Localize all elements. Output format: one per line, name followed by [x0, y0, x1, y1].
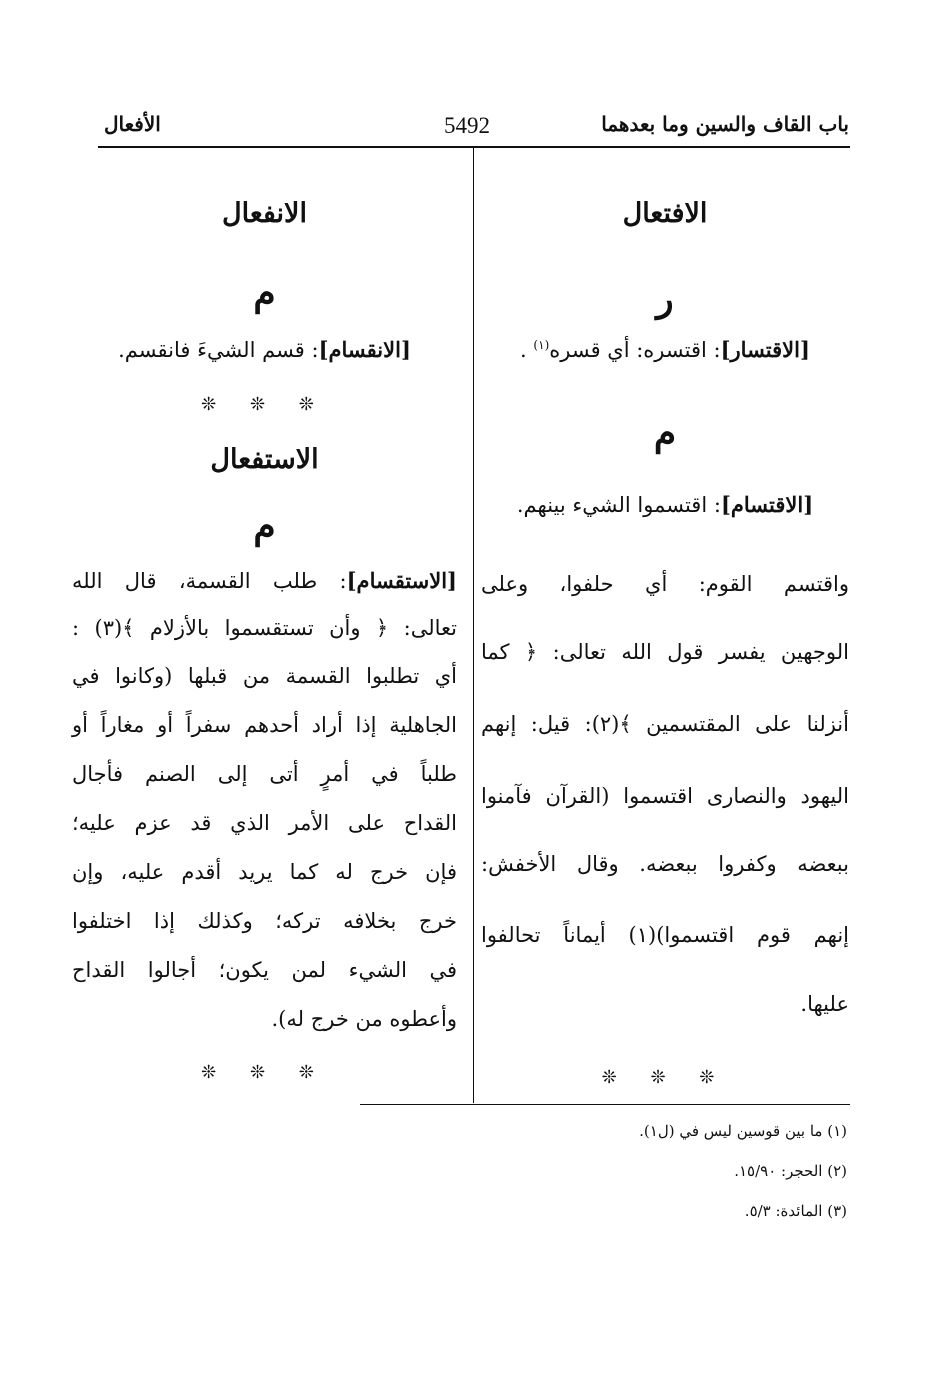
running-header-section: الأفعال: [104, 112, 161, 136]
paragraph-line: تعالى: ﴿ وأن تستقسموا بالأزلام ﴾(٣) :: [72, 616, 457, 640]
section-separator: ❊ ❊ ❊: [601, 1067, 729, 1088]
section-title: الاستفعال: [210, 444, 319, 475]
root-letter: م: [253, 272, 276, 314]
entry-text: : طلب القسمة، قال الله: [72, 569, 347, 593]
root-letter: م: [653, 412, 677, 454]
paragraph-line: أي تطلبوا القسمة من قبلها (وكانوا في: [72, 664, 457, 688]
paragraph-line: اليهود والنصارى اقتسموا (القرآن فآمنوا: [481, 784, 849, 808]
entry-tail: .: [520, 338, 527, 362]
paragraph-line: إنهم قوم اقتسموا)(١) أيماناً تحالفوا: [481, 923, 849, 947]
column-divider: [473, 148, 474, 1103]
footnote-rule: [360, 1104, 850, 1105]
paragraph-line: خرج بخلافه تركه؛ وكذلك إذا اختلفوا: [72, 909, 457, 933]
running-header-chapter: باب القاف والسين وما بعدهما: [601, 112, 849, 136]
paragraph-line: فإن خرج له كما يريد أقدم عليه، وإن: [72, 860, 457, 884]
paragraph-line: طلباً في أمرٍ أتى إلى الصنم فأجال: [72, 762, 457, 786]
footnote: (٣) المائدة: ٥/٣.: [744, 1202, 847, 1220]
paragraph-line: الجاهلية إذا أراد أحدهم سفراً أو مغاراً أو: [72, 713, 457, 737]
header-rule: [98, 146, 850, 148]
paragraph-line: ببعضه وكفروا ببعضه. وقال الأخفش:: [481, 852, 849, 876]
root-letter: م: [253, 505, 276, 547]
page-number: 5492: [444, 113, 490, 138]
entry-term: [الاقتسار]: [720, 337, 810, 362]
entry-text: : اقتسموا الشيء بينهم.: [516, 493, 721, 517]
entry-text: : اقتسره: أي قسره: [549, 338, 721, 362]
footnote: (٢) الحجر: ١٥/٩٠.: [734, 1162, 847, 1180]
footnote-ref: (١): [533, 338, 550, 352]
entry-term: [الاقتسام]: [720, 492, 814, 517]
paragraph-line: وأعطوه من خرج له).: [271, 1007, 457, 1031]
paragraph-line: أنزلنا على المقتسمين ﴾(٢): قيل: إنهم: [481, 712, 849, 736]
section-title: الانفعال: [222, 198, 307, 229]
entry-line: [481, 337, 849, 362]
section-separator: ❊ ❊ ❊: [201, 394, 328, 415]
footnote: (١) ما بين قوسين ليس في (ل١).: [639, 1122, 847, 1140]
entry-line: [72, 337, 457, 362]
section-separator: ❊ ❊ ❊: [201, 1062, 328, 1083]
entry-line: [481, 492, 849, 517]
paragraph-line: عليها.: [800, 992, 849, 1016]
entry-term: [الاستقسام]: [346, 568, 457, 593]
paragraph-line: القداح على الأمر الذي قد عزم عليه؛: [72, 811, 457, 835]
root-letter: ر: [656, 278, 674, 320]
section-title: الافتعال: [622, 198, 708, 229]
paragraph-line: الوجهين يفسر قول الله تعالى: ﴿ كما: [481, 640, 849, 664]
paragraph-line: واقتسم القوم: أي حلفوا، وعلى: [481, 572, 849, 596]
entry-term: [الانقسام]: [318, 337, 411, 362]
entry-text: : قسم الشيءَ فانقسم.: [118, 338, 319, 362]
paragraph-line: [72, 568, 457, 593]
paragraph-line: في الشيء لمن يكون؛ أجالوا القداح: [72, 958, 457, 982]
